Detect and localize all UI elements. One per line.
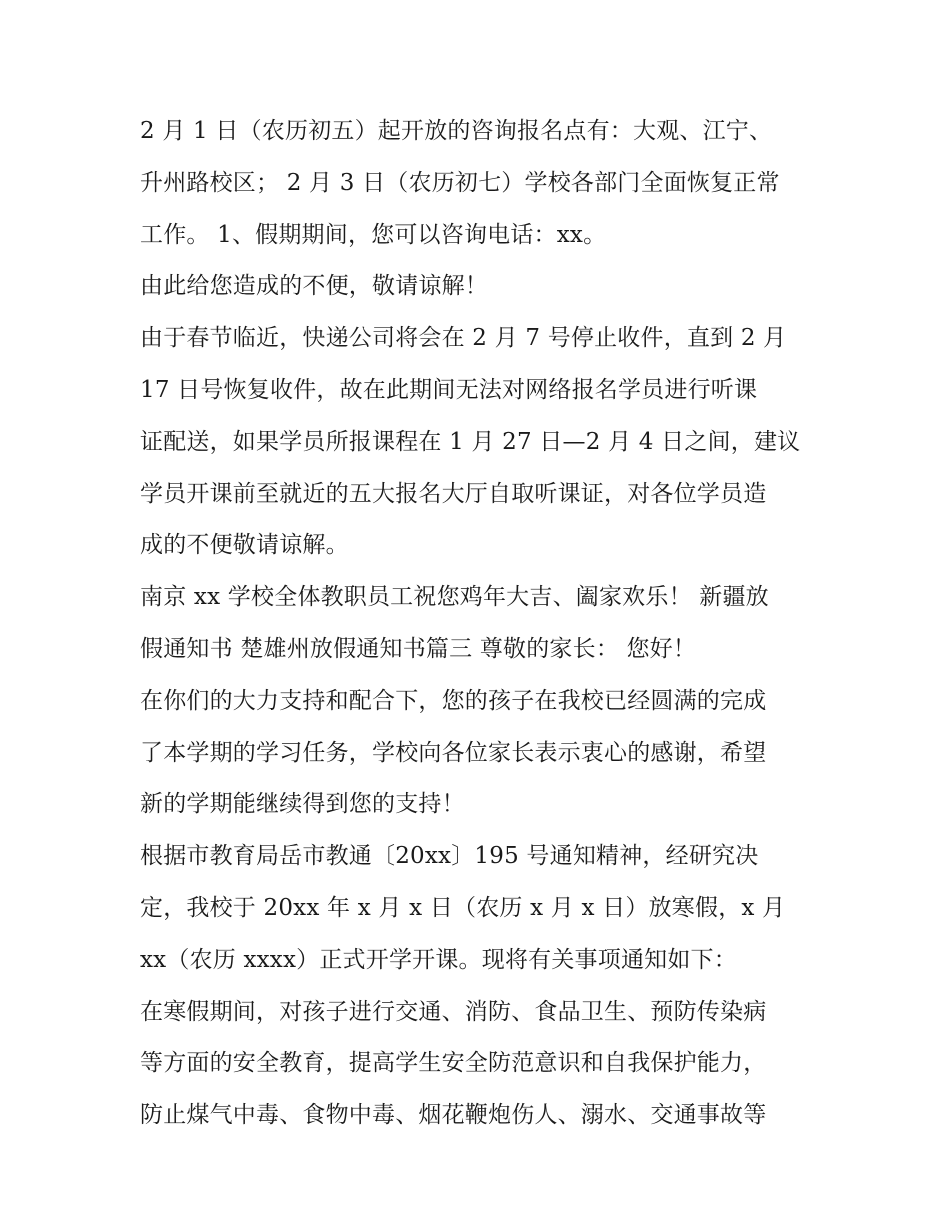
text-line: 学员开课前至就近的五大报名大厅自取听课证，对各位学员造: [140, 480, 767, 507]
text-line: 成的不便敬请谅解。: [140, 532, 349, 559]
text-line: 定，我校于 20xx 年 x 月 x 日（农历 x 月 x 日）放寒假，x 月: [140, 894, 786, 921]
text-line: 防止煤气中毒、食物中毒、烟花鞭炮伤人、溺水、交通事故等: [140, 1102, 767, 1129]
text-line: 等方面的安全教育，提高学生安全防范意识和自我保护能力，: [140, 1050, 767, 1077]
text-line: 假通知书 楚雄州放假通知书篇三 尊敬的家长： 您好！: [140, 635, 697, 662]
text-line: xx（农历 xxxx）正式开学开课。现将有关事项通知如下：: [140, 946, 737, 973]
text-line: 由于春节临近，快递公司将会在 2 月 7 号停止收件，直到 2 月: [140, 325, 787, 352]
body-text: [140, 106, 820, 1142]
text-line: 了本学期的学习任务，学校向各位家长表示衷心的感谢，希望: [140, 739, 767, 766]
text-line: 证配送，如果学员所报课程在 1 月 27 日—2 月 4 日之间，建议: [140, 428, 801, 455]
text-line: 新的学期能继续得到您的支持！: [140, 791, 465, 818]
text-line: 在寒假期间，对孩子进行交通、消防、食品卫生、预防传染病: [140, 998, 767, 1025]
text-line: 升州路校区； 2 月 3 日（农历初七）学校各部门全面恢复正常: [140, 169, 780, 196]
text-line: 南京 xx 学校全体教职员工祝您鸡年大吉、阖家欢乐！ 新疆放: [140, 584, 769, 611]
text-line: 在你们的大力支持和配合下，您的孩子在我校已经圆满的完成: [140, 687, 767, 714]
text-line: 工作。 1、假期期间，您可以咨询电话：xx。: [140, 221, 607, 248]
text-line: 根据市教育局岳市教通〔20xx〕195 号通知精神，经研究决: [140, 843, 759, 870]
text-line: 17 日号恢复收件，故在此期间无法对网络报名学员进行听课: [140, 376, 758, 403]
text-line: 2 月 1 日（农历初五）起开放的咨询报名点有：大观、江宁、: [140, 118, 773, 144]
text-line: 由此给您造成的不便，敬请谅解！: [140, 273, 488, 300]
